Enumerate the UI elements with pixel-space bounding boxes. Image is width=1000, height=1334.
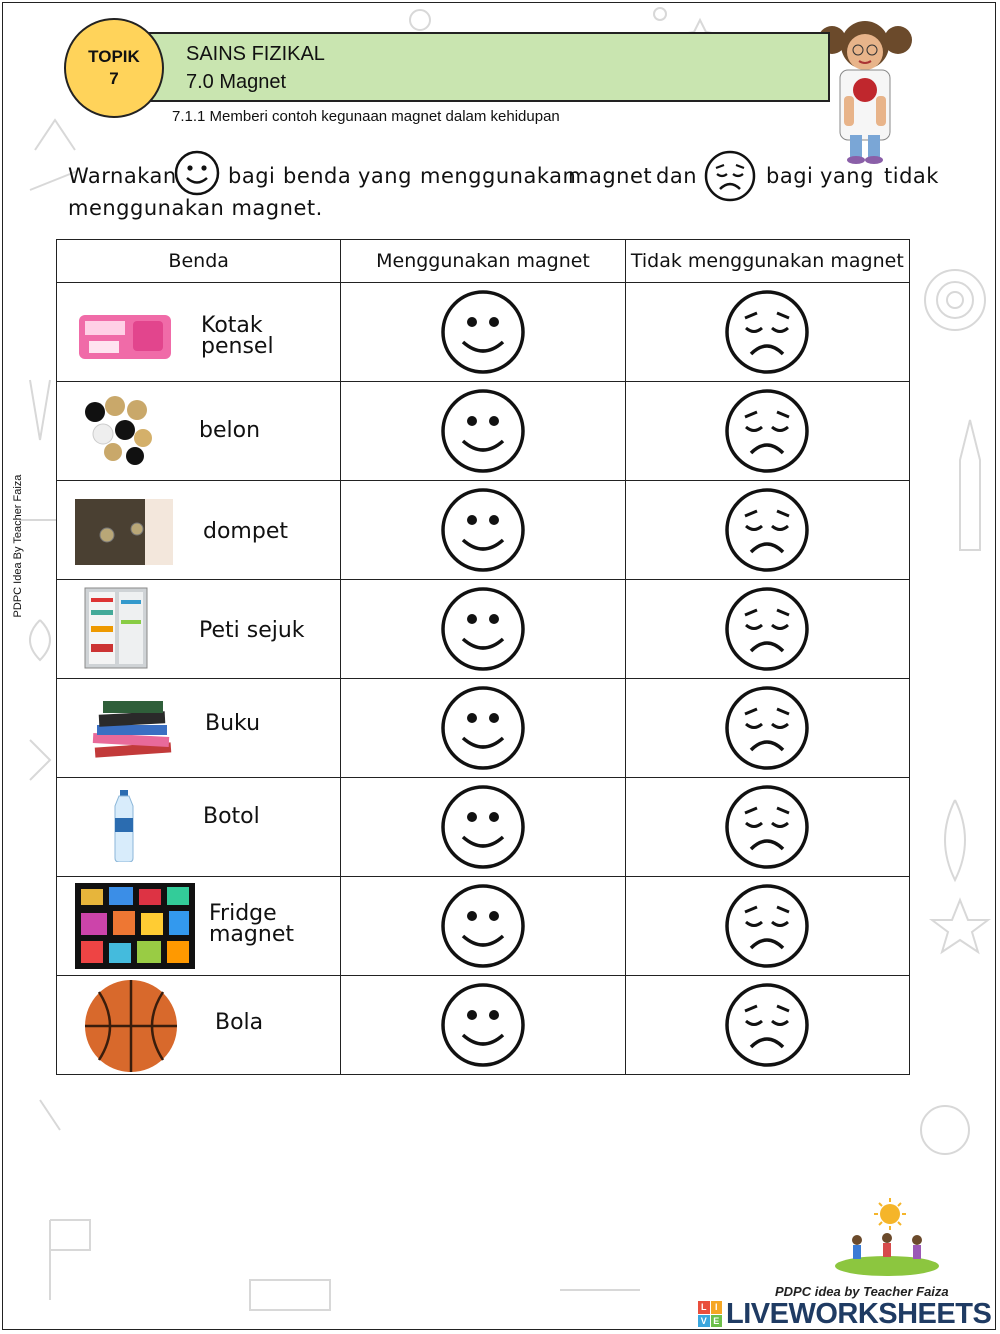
column-header-item: Benda bbox=[57, 240, 341, 283]
happy-face-icon[interactable] bbox=[439, 684, 527, 772]
table-row bbox=[57, 778, 910, 877]
liveworksheets-brand: LIVEWORKSHEETS bbox=[726, 1297, 992, 1330]
instruction-word: bagi bbox=[766, 164, 814, 188]
uses-magnet-cell[interactable] bbox=[341, 679, 625, 778]
uses-magnet-cell[interactable] bbox=[341, 283, 625, 382]
uses-magnet-cell[interactable] bbox=[341, 580, 625, 679]
happy-face-icon[interactable] bbox=[439, 882, 527, 970]
no-magnet-cell[interactable] bbox=[625, 778, 909, 877]
topic-label: TOPIK bbox=[88, 47, 140, 66]
wallet-magnetic-button-image bbox=[75, 499, 173, 565]
side-credit-text: PDPC Idea By Teacher Faiza bbox=[12, 474, 24, 618]
happy-face-icon[interactable] bbox=[439, 585, 527, 673]
no-magnet-cell[interactable] bbox=[625, 679, 909, 778]
item-label bbox=[199, 620, 305, 641]
happy-face-icon[interactable] bbox=[439, 288, 527, 376]
uses-magnet-cell[interactable] bbox=[341, 382, 625, 481]
instruction-line2: menggunakan magnet. bbox=[68, 196, 323, 220]
stack-of-books-image bbox=[89, 695, 175, 761]
footer-credit: PDPC idea by Teacher Faiza bbox=[775, 1284, 949, 1299]
sad-face-icon[interactable] bbox=[723, 387, 811, 475]
instruction-word: yang bbox=[820, 164, 874, 188]
subject-title: SAINS FIZIKAL bbox=[186, 43, 325, 65]
uses-magnet-cell[interactable] bbox=[341, 877, 625, 976]
sad-face-icon[interactable] bbox=[723, 783, 811, 871]
instruction-word: menggunakan bbox=[420, 164, 577, 188]
uses-magnet-cell[interactable] bbox=[341, 778, 625, 877]
item-label bbox=[199, 420, 260, 441]
instruction-word: yang bbox=[358, 164, 412, 188]
table-row bbox=[57, 481, 910, 580]
instruction-word: benda bbox=[283, 164, 352, 188]
magnet-usage-table bbox=[56, 239, 910, 1075]
side-credit bbox=[4, 470, 28, 630]
item-label-line: Peti sejuk bbox=[199, 618, 305, 643]
item-cell bbox=[57, 481, 341, 580]
item-cell bbox=[57, 679, 341, 778]
uses-magnet-cell[interactable] bbox=[341, 481, 625, 580]
sad-face-icon bbox=[704, 150, 756, 202]
kids-sun-illustration bbox=[832, 1198, 942, 1278]
water-bottle-image bbox=[109, 790, 139, 862]
item-label-line: Kotak bbox=[201, 313, 263, 338]
item-label bbox=[205, 713, 260, 734]
item-label bbox=[201, 315, 274, 357]
no-magnet-cell[interactable] bbox=[625, 382, 909, 481]
topic-badge bbox=[64, 18, 164, 118]
table-row bbox=[57, 976, 910, 1075]
sad-face-icon[interactable] bbox=[723, 684, 811, 772]
item-label bbox=[215, 1012, 263, 1033]
sad-face-icon[interactable] bbox=[723, 882, 811, 970]
basketball-image bbox=[83, 978, 179, 1074]
instruction-word: tidak bbox=[884, 164, 939, 188]
item-label-line: Buku bbox=[205, 711, 261, 736]
happy-face-icon[interactable] bbox=[439, 981, 527, 1069]
liveworksheets-logo[interactable] bbox=[698, 1298, 991, 1330]
uses-magnet-cell[interactable] bbox=[341, 976, 625, 1075]
topic-number: 7 bbox=[109, 69, 119, 88]
item-cell bbox=[57, 283, 341, 382]
column-header-no-magnet: Tidak menggunakan magnet bbox=[625, 240, 909, 283]
happy-face-icon[interactable] bbox=[439, 387, 527, 475]
topic-header-bar bbox=[140, 32, 830, 102]
happy-face-icon bbox=[174, 150, 220, 196]
item-cell bbox=[57, 877, 341, 976]
item-label-line: Fridge bbox=[209, 901, 277, 926]
table-header-row bbox=[57, 240, 910, 283]
instruction-word: bagi bbox=[228, 164, 276, 188]
table-row bbox=[57, 382, 910, 481]
no-magnet-cell[interactable] bbox=[625, 481, 909, 580]
table-row bbox=[57, 877, 910, 976]
sad-face-icon[interactable] bbox=[723, 486, 811, 574]
instruction-word: dan bbox=[656, 164, 698, 188]
table-row bbox=[57, 679, 910, 778]
item-label bbox=[203, 806, 260, 827]
learning-standard: 7.1.1 Memberi contoh kegunaan magnet dalam kehidupan bbox=[172, 108, 560, 125]
pink-pencil-box-image bbox=[75, 297, 175, 369]
table-row bbox=[57, 283, 910, 382]
sad-face-icon[interactable] bbox=[723, 585, 811, 673]
refrigerator-image bbox=[83, 586, 149, 670]
item-cell bbox=[57, 382, 341, 481]
item-label-line: belon bbox=[199, 418, 261, 443]
instruction-word: magnet bbox=[568, 164, 653, 188]
sad-face-icon[interactable] bbox=[723, 981, 811, 1069]
no-magnet-cell[interactable] bbox=[625, 283, 909, 382]
liveworksheets-icon: L I V E bbox=[698, 1301, 722, 1327]
instruction-word: Warnakan bbox=[68, 164, 177, 188]
no-magnet-cell[interactable] bbox=[625, 580, 909, 679]
item-cell bbox=[57, 580, 341, 679]
column-header-uses-magnet: Menggunakan magnet bbox=[341, 240, 625, 283]
no-magnet-cell[interactable] bbox=[625, 877, 909, 976]
item-label-line: Bola bbox=[215, 1010, 264, 1035]
fridge-magnets-image bbox=[75, 883, 195, 969]
item-cell bbox=[57, 976, 341, 1075]
chapter-title: 7.0 Magnet bbox=[186, 71, 287, 93]
no-magnet-cell[interactable] bbox=[625, 976, 909, 1075]
item-label-line: pensel bbox=[201, 334, 274, 359]
item-label bbox=[209, 903, 294, 945]
table-row bbox=[57, 580, 910, 679]
item-label-line: magnet bbox=[209, 922, 294, 947]
balloons-image bbox=[79, 392, 155, 468]
happy-face-icon[interactable] bbox=[439, 486, 527, 574]
item-label-line: Botol bbox=[203, 804, 260, 829]
item-cell bbox=[57, 778, 341, 877]
item-label-line: dompet bbox=[203, 519, 288, 544]
sad-face-icon[interactable] bbox=[723, 288, 811, 376]
item-label bbox=[203, 521, 288, 542]
happy-face-icon[interactable] bbox=[439, 783, 527, 871]
